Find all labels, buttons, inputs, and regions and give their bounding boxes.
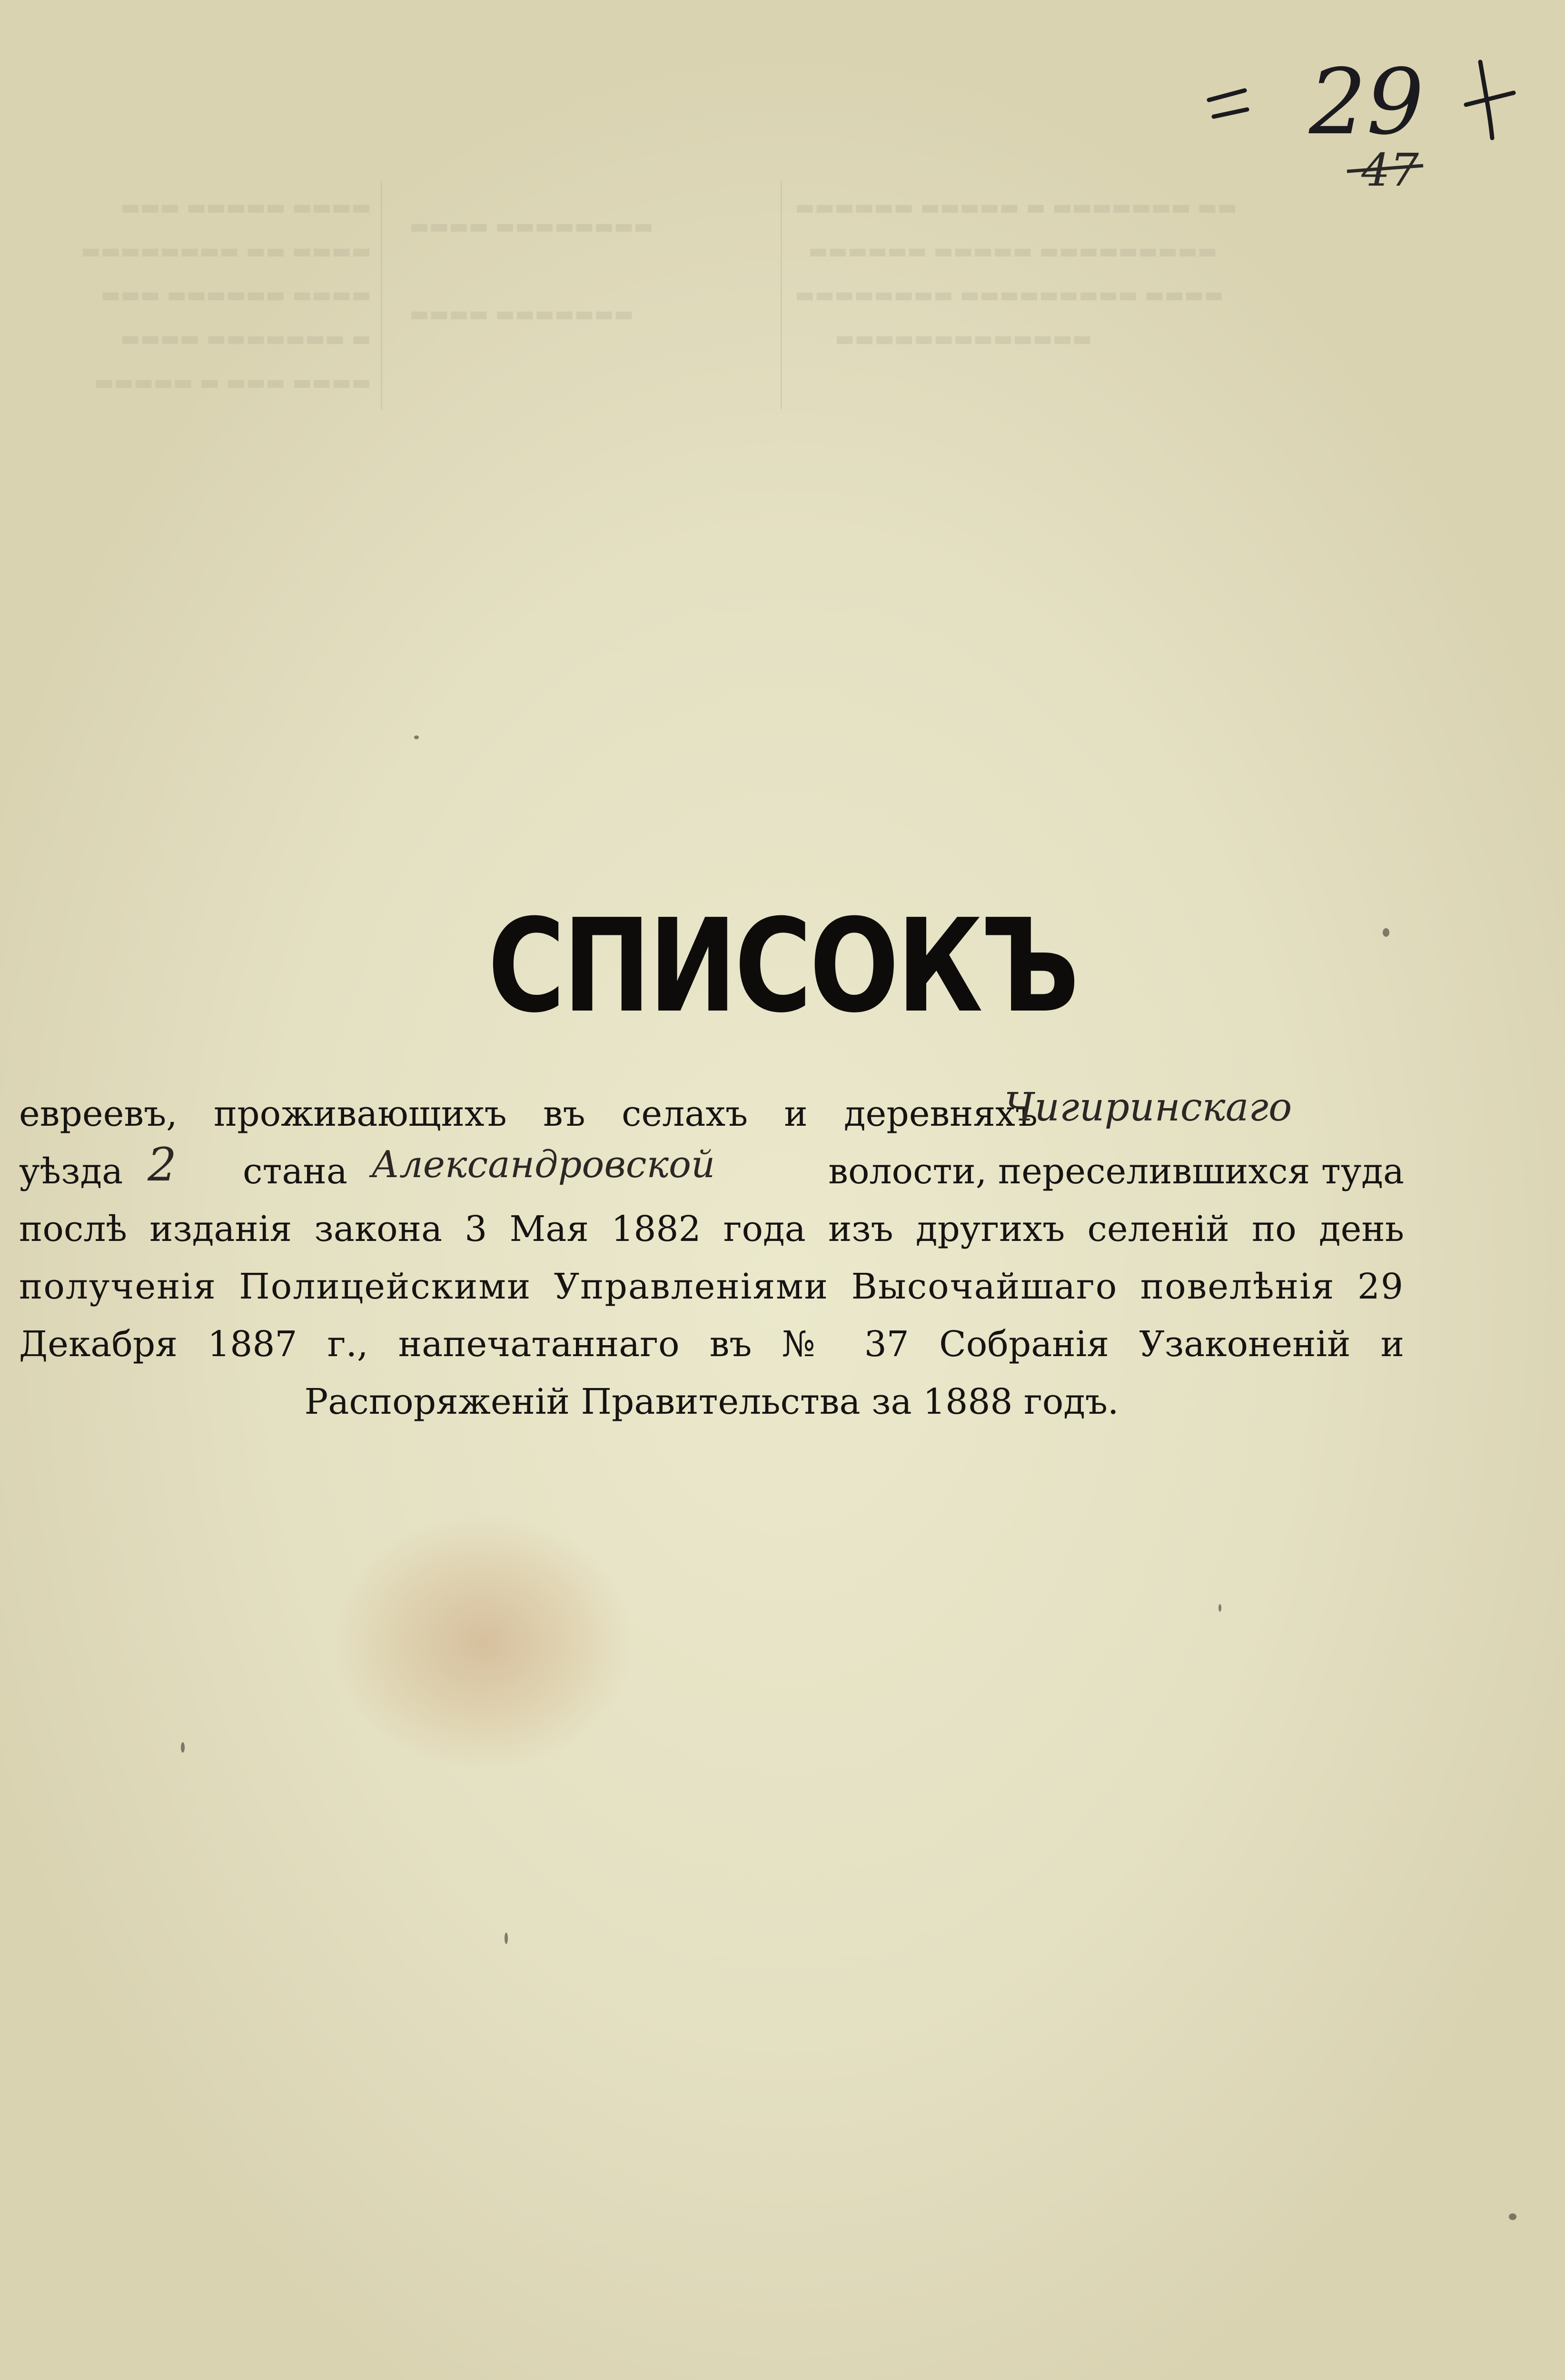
handwritten-volost: Александровской — [371, 1143, 715, 1186]
bleed-through-text: ▬▬▬▬▬▬ ▬▬▬▬▬ ▬ ▬▬▬▬▬▬▬ ▬▬ ▬▬▬▬▬▬ ▬▬▬▬▬ ▬▬▬▬▬▬▬▬▬ ▬▬▬▬▬▬▬▬ ▬▬▬▬▬▬▬▬▬ ▬▬▬▬ ▬▬▬▬▬▬▬▬▬▬▬▬▬ — [795, 195, 1237, 351]
bleed-through-rule — [781, 181, 782, 409]
word: селахъ — [621, 1093, 748, 1134]
ink-speck — [1218, 1604, 1221, 1612]
ink-speck — [1383, 928, 1389, 937]
body-line-5 — [19, 1316, 1404, 1373]
handwritten-uezd: Чигиринскаго — [1004, 1085, 1292, 1130]
folio-number: 29 — [1309, 50, 1424, 155]
ink-speck — [1509, 2213, 1516, 2220]
word: въ — [543, 1093, 585, 1134]
text-line: Декабря 1887 г., напечатаннаго въ № 37 Собранія Узаконеній и — [19, 1324, 1404, 1365]
ink-speck — [414, 735, 419, 739]
word: стана — [243, 1151, 347, 1192]
old-folio-number: 47 — [1361, 144, 1419, 190]
bleed-through-rule — [381, 181, 382, 409]
word: евреевъ, — [19, 1093, 178, 1134]
body-line-2 — [19, 1138, 1404, 1200]
body-line-3 — [19, 1200, 1404, 1258]
document-body — [19, 1085, 1404, 1431]
archive-folio-mark — [1199, 33, 1533, 190]
word: проживающихъ — [213, 1093, 507, 1134]
handwritten-stan-number: 2 — [148, 1138, 177, 1191]
document-title: СПИСОКЪ — [487, 891, 1078, 1041]
body-line-4 — [19, 1258, 1404, 1316]
word: волости, переселившихся туда — [828, 1151, 1404, 1192]
bleed-through-text: ▬▬▬ ▬▬▬▬▬ ▬▬▬▬ ▬▬▬▬▬▬▬▬ ▬▬ ▬▬▬▬ ▬▬▬ ▬▬▬▬▬▬ ▬▬▬▬ ▬▬▬▬ ▬▬▬▬▬▬▬ ▬ ▬▬▬▬▬ ▬ ▬▬▬ ▬▬▬▬ — [81, 195, 371, 395]
text-line: полученія Полицейскими Управленіями Высочайшаго повелѣнія 29 — [19, 1266, 1404, 1307]
bleed-through-text: ▬▬▬▬ ▬▬▬▬▬▬▬▬ ▬▬▬▬ ▬▬▬▬▬▬▬ — [409, 214, 654, 326]
text-line: Распоряженій Правительства за 1888 годъ. — [304, 1381, 1119, 1422]
word: и — [784, 1093, 808, 1134]
text-line: послѣ изданія закона 3 Мая 1882 года изъ другихъ селеній по день — [19, 1209, 1404, 1250]
word: деревняхъ — [843, 1093, 1038, 1134]
body-line-6 — [19, 1373, 1404, 1431]
line-1-words — [19, 1085, 1038, 1143]
body-line-1 — [19, 1085, 1292, 1143]
folio-number-svg — [1199, 33, 1533, 190]
ink-speck — [181, 1742, 185, 1753]
ink-speck — [505, 1933, 508, 1944]
word: уѣзда — [19, 1151, 123, 1192]
